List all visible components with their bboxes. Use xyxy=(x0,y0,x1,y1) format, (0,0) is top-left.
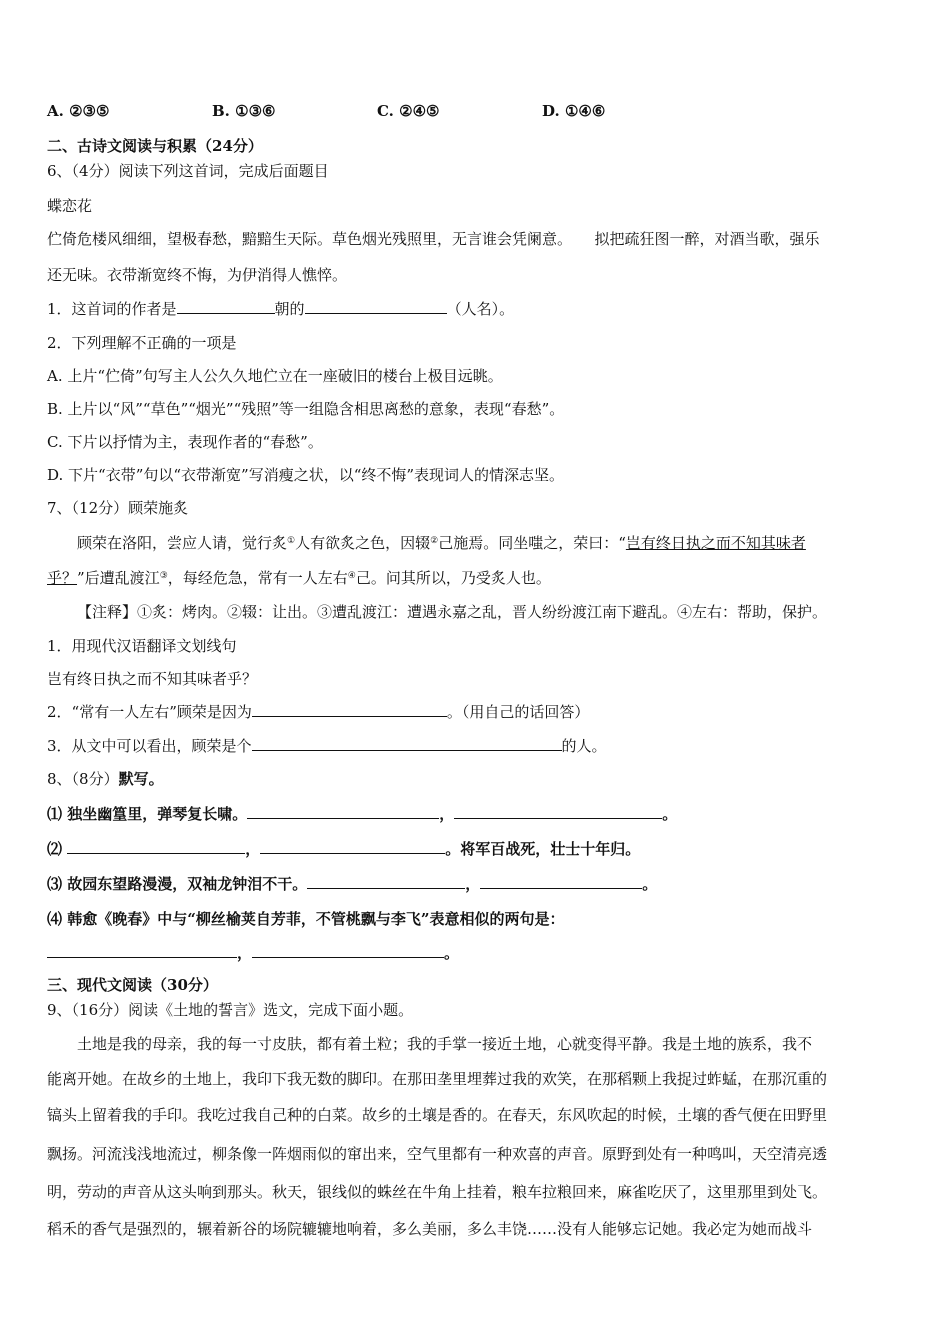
q9-passage-line: 稻禾的香气是强烈的，辗着新谷的场院辘辘地响着，多么美丽，多么丰饶……没有人能够忘记她。我必定为她而战斗 xyxy=(47,1220,813,1238)
q7-sub3: 3．从文中可以看出，顾荣是个 的人。 xyxy=(47,737,607,755)
q8-line-2: ⑵ ， 。将军百战死，壮士十年归。 xyxy=(47,840,641,858)
q9-passage-line: 飘扬。河流浅浅地流过，柳条像一阵烟雨似的窜出来，空气里都有一种欢喜的声音。原野到处有一种鸣叫，天空清亮透 xyxy=(47,1145,828,1163)
q9-passage-line: 土地是我的母亲，我的每一寸皮肤，都有着土粒；我的手掌一接近土地，心就变得平静。我是土地的族系，我不 xyxy=(77,1035,813,1053)
option-b: B. ①③⑥ xyxy=(212,102,276,120)
q8-blank-1[interactable] xyxy=(247,804,439,819)
author-dynasty-blank[interactable] xyxy=(177,299,275,314)
q6-sub2: 2．下列理解不正确的一项是 xyxy=(47,334,237,352)
q9-passage-line: 能离开她。在故乡的土地上，我印下我无数的脚印。在那田垄里埋葬过我的欢笑，在那稻颗上我捉过蚱蜢，在那沉重的 xyxy=(47,1070,828,1088)
q9-passage-line: 镐头上留着我的手印。我吃过我自己种的白菜。故乡的土壤是香的。在春天，东风吹起的时候，土壤的香气便在田野里 xyxy=(47,1106,828,1124)
q8-blank-5[interactable] xyxy=(307,874,465,889)
q7-passage-line-1: 顾荣在洛阳，尝应人请，觉行炙①人有欲炙之色，因辍②己施焉。同坐嗤之，荣曰：“岂有终日执之而不知其味者 xyxy=(77,534,806,552)
q6-option-c: C. 下片以抒情为主，表现作者的“春愁”。 xyxy=(47,433,323,451)
q8-line-3: ⑶ 故园东望路漫漫，双袖龙钟泪不干。 ， 。 xyxy=(47,875,658,893)
q9-stem: 9、（16分）阅读《土地的誓言》选文，完成下面小题。 xyxy=(47,1001,414,1019)
q8-line-4-blanks: ， 。 xyxy=(47,943,459,963)
q8-blank-6[interactable] xyxy=(480,874,642,889)
section-2-title: 二、古诗文阅读与积累（24分） xyxy=(47,137,263,155)
q6-option-a: A. 上片“伫倚”句写主人公久久地伫立在一座破旧的楼台上极目远眺。 xyxy=(47,367,503,385)
option-c: C. ②④⑤ xyxy=(377,102,440,120)
q8-blank-7[interactable] xyxy=(47,943,237,958)
q7-sub1-sentence: 岂有终日执之而不知其味者乎？ xyxy=(47,670,258,688)
q8-line-4: ⑷ 韩愈《晚春》中与“柳丝榆荚自芳菲，不管桃飘与李飞”表意相似的两句是： xyxy=(47,910,565,928)
q8-stem: 8、（8分）默写。 xyxy=(47,770,164,788)
poem-line-1: 伫倚危楼风细细，望极春愁，黯黯生天际。草色烟光残照里，无言谁会凭阑意。 拟把疏狂图一醉，对酒当歌，强乐 xyxy=(47,230,820,248)
q8-blank-8[interactable] xyxy=(252,943,444,958)
q6-option-b: B. 上片以“风”“草色”“烟光”“残照”等一组隐含相思离愁的意象，表现“春愁”。 xyxy=(47,400,565,418)
q7-passage-line-2: 乎？”后遭乱渡江③，每经危急，常有一人左右④己。问其所以，乃受炙人也。 xyxy=(47,569,551,587)
q8-blank-4[interactable] xyxy=(260,839,445,854)
option-a: A. ②③⑤ xyxy=(47,102,110,120)
q8-blank-3[interactable] xyxy=(67,839,245,854)
section-3-title: 三、现代文阅读（30分） xyxy=(47,976,218,994)
author-name-blank[interactable] xyxy=(305,299,447,314)
q8-blank-2[interactable] xyxy=(454,804,662,819)
poem-title: 蝶恋花 xyxy=(47,197,93,215)
q7-sub1: 1．用现代汉语翻译文划线句 xyxy=(47,637,237,655)
q7-sub2-blank[interactable] xyxy=(252,702,447,717)
q8-line-1: ⑴ 独坐幽篁里，弹琴复长啸。 ， 。 xyxy=(47,805,678,823)
poem-line-2: 还无味。衣带渐宽终不悔，为伊消得人憔悴。 xyxy=(47,266,348,284)
q7-note: 【注释】①炙：烤肉。②辍：让出。③遭乱渡江：遭遇永嘉之乱，晋人纷纷渡江南下避乱。④左右：帮助，保护。 xyxy=(77,603,828,621)
q7-sub3-blank[interactable] xyxy=(252,736,562,751)
q6-stem: 6、（4分）阅读下列这首词，完成后面题目 xyxy=(47,162,329,180)
q9-passage-line: 明，劳动的声音从这头响到那头。秋天，银线似的蛛丝在牛角上挂着，粮车拉粮回来，麻雀吃厌了，这里那里到处飞。 xyxy=(47,1183,828,1201)
underlined-sentence: 岂有终日执之而不知其味者 xyxy=(625,534,806,552)
q7-sub2: 2．“常有一人左右”顾荣是因为 。（用自己的话回答） xyxy=(47,703,590,721)
option-d: D. ①④⑥ xyxy=(542,102,606,120)
q6-option-d: D. 下片“衣带”句以“衣带渐宽”写消瘦之状，以“终不悔”表现词人的情深志坚。 xyxy=(47,466,565,484)
q7-stem: 7、（12分）顾荣施炙 xyxy=(47,499,189,517)
q6-sub1: 1．这首词的作者是 朝的 （人名）。 xyxy=(47,300,515,318)
